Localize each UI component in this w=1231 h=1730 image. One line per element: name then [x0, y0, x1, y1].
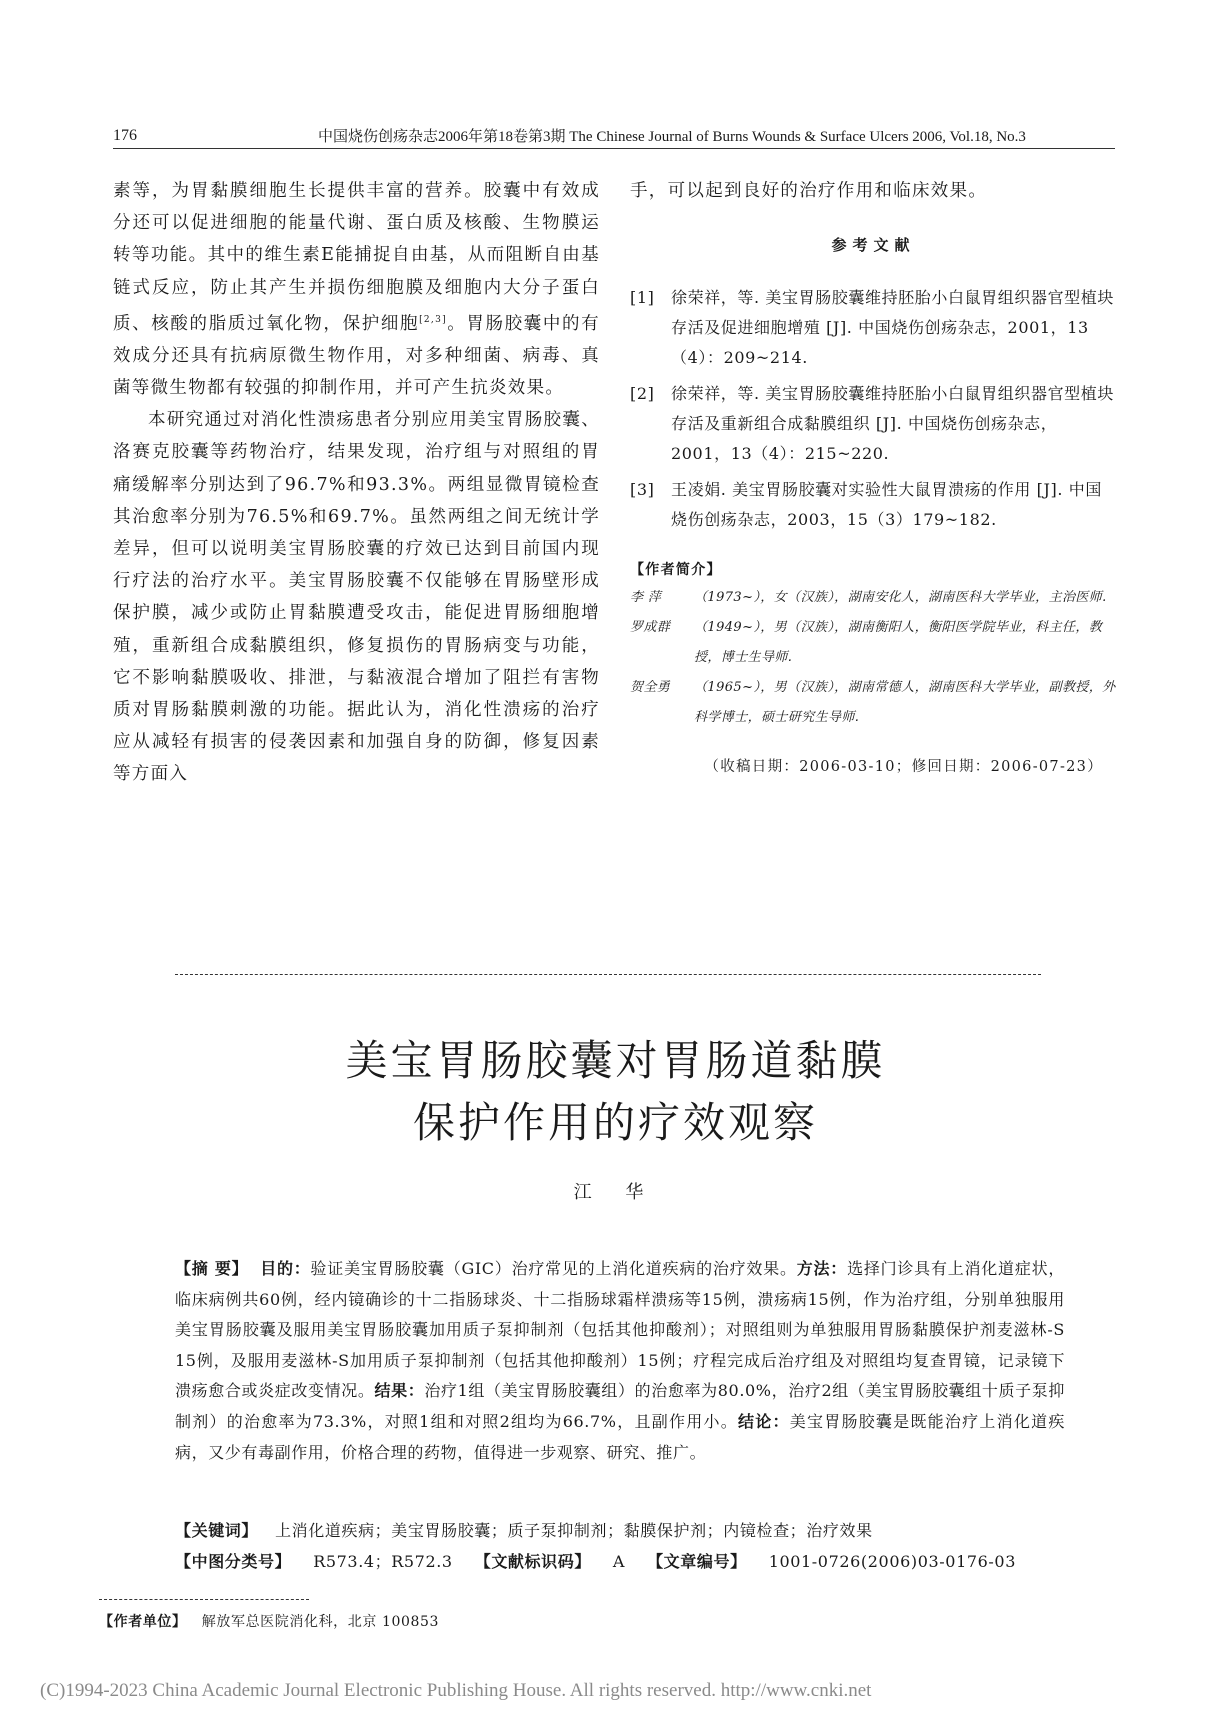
- paragraph-1-start: 素等，为胃黏膜细胞生长提供丰富的营养。胶囊中有效成分还可以促进细胞的能量代谢、蛋白质及核酸、生物膜运转等功能。其中的维生素E能捕捉自由基，从而阻断自由基链式反应，防止其产生并损伤细胞膜及细胞内大分子蛋白质、核酸的脂质过氧化物，保护细胞: [113, 181, 600, 334]
- article-divider: [175, 974, 1041, 975]
- author-entry: [630, 613, 1117, 673]
- result-text: 治疗1组（美宝胃肠胶囊组）的治愈率为80.0%，治疗2组（美宝胃肠胶囊组十质子泵抑制剂）的治愈率为73.3%，对照1组和对照2组均为66.7%，且副作用小。: [175, 1381, 1065, 1431]
- previous-article-left-column: [113, 175, 600, 791]
- conclusion-label: 结论：: [737, 1411, 790, 1431]
- references-heading: 参考文献: [831, 236, 916, 255]
- copyright-watermark: (C)1994-2023 China Academic Journal Electronic Publishing House. All rights reserved. http://www.cnki.net: [40, 1680, 872, 1701]
- method-label: 方法：: [796, 1259, 848, 1278]
- affiliation-label: 【作者单位】: [99, 1614, 187, 1630]
- doc-code-label: 【文献标识码】: [474, 1552, 591, 1571]
- reference-item: [630, 475, 1117, 535]
- body-paragraph-2: 本研究通过对消化性溃疡患者分别应用美宝胃肠胶囊、洛赛克胶囊等药物治疗，结果发现，治疗组与对照组的胃痛缓解率分别达到了96.7%和93.3%。两组显微胃镜检查其治愈率分别为76.5%和69.7%。虽然两组之间无统计学差异，但可以说明美宝胃肠胶囊的疗效已达到目前国内现行疗法的治疗水平。美宝胃肠胶囊不仅能够在胃肠壁形成保护膜，减少或防止胃黏膜遭受攻击，能促进胃肠细胞增殖，重新组合成黏膜组织，修复损伤的胃肠病变与功能，它不影响黏膜吸收、排泄，与黏液混合增加了阻拦有害物质对胃肠黏膜刺激的功能。据此认为，消化性溃疡的治疗应从减轻有损害的侵袭因素和加强自身的防御，修复因素等方面入: [113, 410, 600, 785]
- reference-text: 徐荣祥，等. 美宝胃肠胶囊维持胚胎小白鼠胃组织器官型植块存活及重新组合成黏膜组织 [J]. 中国烧伤创疡杂志，2001，13（4）：215~220.: [671, 384, 1114, 464]
- article-title-line-2: 保护作用的疗效观察: [412, 1098, 818, 1147]
- page-number: 176: [113, 127, 137, 144]
- reference-number: [3]: [630, 480, 655, 500]
- affiliation-footnote: [99, 1611, 439, 1631]
- running-head: 中国烧伤创疡杂志2006年第18卷第3期 The Chinese Journal of Burns Wounds & Surface Ulcers 2006, Vol.18, No.3: [318, 129, 1026, 145]
- conclusion-text: 美宝胃肠胶囊是既能治疗上消化道疾病，又少有毒副作用，价格合理的药物，值得进一步观察、研究、推广。: [175, 1411, 1065, 1462]
- reference-item: [630, 283, 1117, 373]
- author-entry: [630, 583, 1117, 613]
- reference-number: [1]: [630, 288, 655, 308]
- paragraph-1-tail: 。胃肠胶囊中的有效成分还具有抗病原微生物作用，对多种细菌、病毒、真菌等微生物都有较强的抑制作用，并可产生抗炎效果。: [113, 313, 600, 399]
- article-number-label: 【文章编号】: [647, 1552, 747, 1571]
- classification-line: [175, 1549, 1065, 1572]
- author-bio: （1965~），男（汉族），湖南常德人，湖南医科大学毕业，副教授，外科学博士，硕士研究生导师.: [694, 680, 1116, 726]
- reference-text: 徐荣祥，等. 美宝胃肠胶囊维持胚胎小白鼠胃组织器官型植块存活及促进细胞增殖 [J]. 中国烧伤创疡杂志，2001，13（4）：209~214.: [671, 288, 1114, 368]
- clc-value: R573.4；R572.3: [313, 1552, 453, 1571]
- abstract-label: 【摘 要】: [175, 1259, 249, 1278]
- author-name: 贺全勇: [630, 680, 671, 696]
- article-number-value: 1001-0726(2006)03-0176-03: [768, 1552, 1016, 1571]
- footnote-rule: [99, 1599, 309, 1600]
- method-text: 选择门诊具有上消化道症状，临床病例共60例，经内镜确诊的十二指肠球炎、十二指肠球霜样溃疡等15例，溃疡病15例，作为治疗组，分别单独服用美宝胃肠胶囊及服用美宝胃肠胶囊加用质子泵抑制剂（包括其他抑酸剂）；对照组则为单独服用胃肠黏膜保护剂麦滋林-S 15例，及服用麦滋林-S加用质子泵抑制剂（包括其他抑酸剂）15例；疗程完成后治疗组及对照组均复查胃镜，记录镜下溃疡愈合或炎症改变情况。: [175, 1259, 1065, 1401]
- abstract: [175, 1254, 1065, 1468]
- article-author: 江 华: [573, 1182, 658, 1203]
- author-bio: （1949~），男（汉族），湖南衡阳人，衡阳医学院毕业，科主任，教授，博士生导师.: [694, 620, 1103, 666]
- doc-code-value: A: [612, 1552, 626, 1571]
- author-entry: [630, 673, 1117, 733]
- reference-number: [2]: [630, 384, 655, 404]
- aim-label: 目的：: [260, 1259, 311, 1278]
- aim-text: 验证美宝胃肠胶囊（GIC）治疗常见的上消化道疾病的治疗效果。: [310, 1259, 797, 1278]
- author-intro-heading: 【作者简介】: [630, 562, 722, 579]
- author-name: 罗成群: [630, 620, 671, 636]
- body-paragraph-continued: 手，可以起到良好的治疗作用和临床效果。: [630, 181, 988, 201]
- clc-label: 【中图分类号】: [175, 1552, 292, 1571]
- affiliation-text: 解放军总医院消化科，北京 100853: [201, 1614, 440, 1630]
- received-dates: （收稿日期：2006-03-10；修回日期：2006-07-23）: [704, 759, 1103, 776]
- header-rule: [113, 148, 1115, 149]
- reference-text: 王凌娟. 美宝胃肠胶囊对实验性大鼠胃溃疡的作用 [J]. 中国烧伤创疡杂志，2003，15（3）179~182.: [671, 480, 1102, 530]
- article-title: [0, 1030, 1231, 1154]
- keywords-label: 【关键词】: [175, 1521, 259, 1540]
- body-paragraph-1: [113, 175, 600, 404]
- keywords-text: 上消化道疾病；美宝胃肠胶囊；质子泵抑制剂；黏膜保护剂；内镜检查；治疗效果: [275, 1521, 873, 1540]
- keywords-line: [175, 1518, 1065, 1541]
- author-name: 李 萍: [630, 590, 662, 606]
- author-bio: （1973~），女（汉族），湖南安化人，湖南医科大学毕业，主治医师.: [694, 590, 1107, 606]
- previous-article-right-column: [630, 175, 1117, 784]
- reference-item: [630, 379, 1117, 469]
- article-title-line-1: 美宝胃肠胶囊对胃肠道黏膜: [345, 1036, 886, 1085]
- result-label: 结果：: [374, 1381, 425, 1401]
- citation-superscript: [2,3]: [419, 314, 447, 325]
